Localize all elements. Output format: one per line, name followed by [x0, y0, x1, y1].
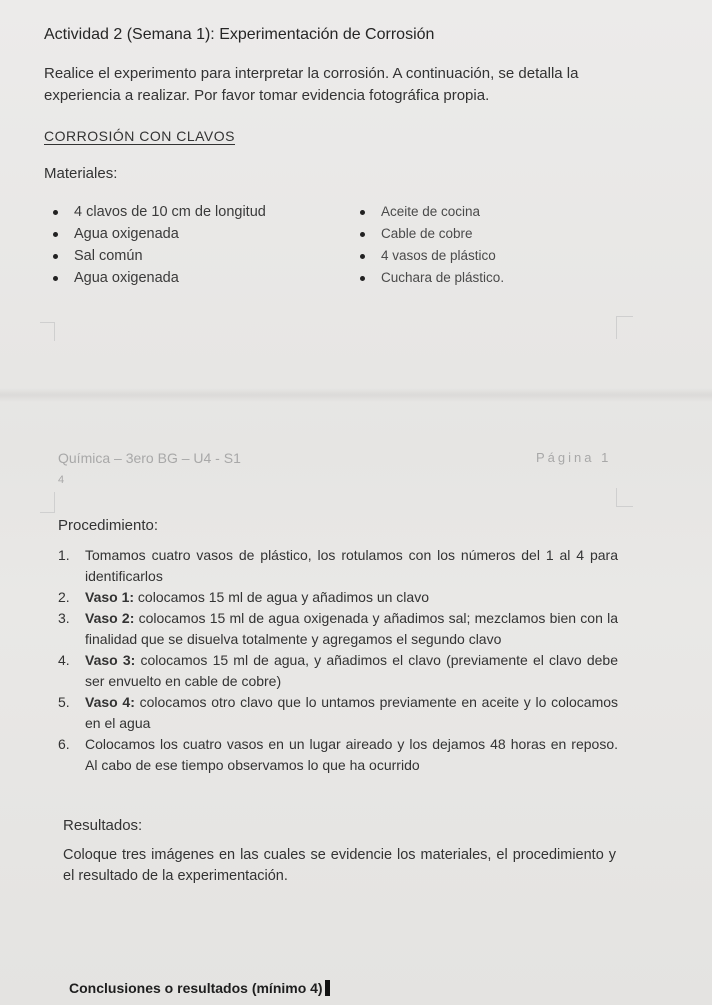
- step-label: Vaso 4:: [85, 694, 135, 710]
- material-item: Aceite de cocina: [381, 201, 504, 223]
- results-paragraph: Coloque tres imágenes en las cuales se evidencie los materiales, el procedimiento y el resultado de la experimentación.: [63, 847, 616, 884]
- step-text: Tomamos cuatro vasos de plástico, los rotulamos con los números del 1 al 4 para identificarlos: [85, 547, 618, 584]
- step-label: Vaso 1:: [85, 589, 135, 605]
- procedure-step: [58, 587, 618, 608]
- step-text: Colocamos los cuatro vasos en un lugar aireado y los dejamos 48 horas en reposo. Al cabo de ese tiempo observamos lo que ha ocurrido: [85, 736, 618, 773]
- procedure-step: [58, 545, 618, 587]
- footer-page-label: Página 1: [536, 450, 612, 465]
- step-number: 1.: [58, 547, 70, 563]
- materials-heading: Materiales:: [44, 165, 118, 182]
- text-cursor: [325, 980, 330, 996]
- material-item: Cable de cobre: [381, 223, 504, 245]
- document-title: Actividad 2 (Semana 1): Experimentación de Corrosión: [44, 26, 435, 43]
- material-item: Agua oxigenada: [74, 223, 266, 245]
- conclusions-heading[interactable]: [69, 980, 330, 996]
- margin-corner-mark: [40, 492, 55, 513]
- section-title: CORROSIÓN CON CLAVOS: [44, 128, 235, 144]
- step-number: 3.: [58, 610, 70, 626]
- margin-corner-mark: [616, 316, 633, 339]
- material-item: 4 clavos de 10 cm de longitud: [74, 201, 266, 223]
- procedure-heading: Procedimiento:: [58, 517, 159, 534]
- material-item: Agua oxigenada: [74, 267, 266, 289]
- page-break-shadow: [0, 388, 712, 402]
- results-heading: Resultados:: [63, 817, 143, 834]
- material-item: Sal común: [74, 245, 266, 267]
- step-number: 6.: [58, 736, 70, 752]
- step-text: colocamos otro clavo que lo untamos previamente en aceite y lo colocamos en el agua: [85, 694, 619, 731]
- step-number: 2.: [58, 589, 70, 605]
- material-item: 4 vasos de plástico: [381, 245, 504, 267]
- step-text: colocamos 15 ml de agua oxigenada y añadimos sal; mezclamos bien con la finalidad que se disuelva totalmente y agregamos el segundo clavo: [85, 610, 618, 647]
- footer-course: Química – 3ero BG – U4 - S1: [58, 450, 241, 466]
- material-item: Cuchara de plástico.: [381, 267, 504, 289]
- conclusions-text: Conclusiones o resultados (mínimo 4): [69, 980, 323, 996]
- step-number: 4.: [58, 652, 70, 668]
- step-label: Vaso 3:: [85, 652, 136, 668]
- procedure-step: [58, 650, 618, 692]
- materials-list-right: [381, 201, 504, 289]
- intro-paragraph: Realice el experimento para interpretar la corrosión. A continuación, se detalla la experiencia a realizar. Por favor tomar evidencia fotográfica propia.: [44, 65, 579, 104]
- procedure-list: [58, 545, 618, 776]
- procedure-step: [58, 608, 618, 650]
- materials-list-left: [74, 201, 266, 289]
- procedure-step: [58, 734, 618, 776]
- procedure-step: [58, 692, 618, 734]
- step-text: colocamos 15 ml de agua, y añadimos el clavo (previamente el clavo debe ser envuelto en cable de cobre): [85, 652, 619, 689]
- footer-page-number: 4: [58, 474, 65, 486]
- margin-corner-mark: [616, 488, 633, 507]
- margin-corner-mark: [40, 322, 55, 341]
- step-label: Vaso 2:: [85, 610, 135, 626]
- step-number: 5.: [58, 694, 70, 710]
- step-text: colocamos 15 ml de agua y añadimos un clavo: [137, 589, 429, 605]
